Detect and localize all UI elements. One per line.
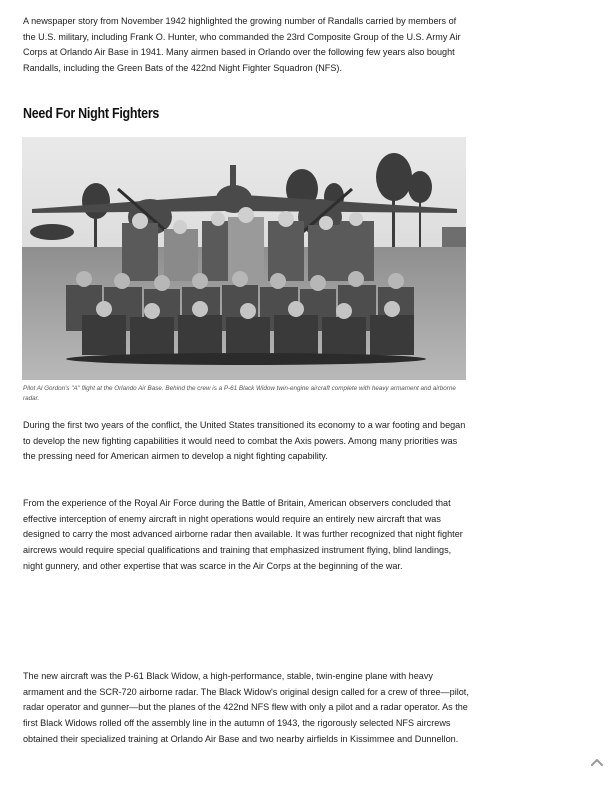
chevron-up-icon bbox=[590, 755, 604, 769]
body-paragraph: From the experience of the Royal Air Force during the Battle of Britain, American observers concluded that effective interception of enemy aircraft in night operations would require an entirely new aircraft that was designed to carry the most advanced airborne radar then available. It was further recognized that night fighter aircrews would require special qualifications and training that emphasized instrument flying, blind landings, night gunnery, and other expertise that was scarce in the Air Corps at the beginning of the war. bbox=[23, 498, 463, 571]
body-paragraph: During the first two years of the conflict, the United States transitioned its economy to a war footing and began to develop the new fighting capabilities it would need to combat the Axis powers. Among many priorities was the pressing need for American airmen to develop a night fighting capability. bbox=[23, 420, 466, 462]
photo-caption: Pilot Al Gordon's "A" flight at the Orlando Air Base. Behind the crew is a P-61 Black Widow twin-engine aircraft complete with heavy armament and airborne radar. bbox=[23, 385, 456, 402]
scroll-to-top-button[interactable] bbox=[590, 755, 604, 769]
intro-paragraph: A newspaper story from November 1942 highlighted the growing number of Randalls carried by members of the U.S. military, including Frank O. Hunter, who commanded the 23rd Composite Group of the U.S. Army Air Corps at Orlando Air Base in 1941. Many airmen based in Orlando over the following few years also bought Randalls, including the Green Bats of the 422nd Night Fighter Squadron (NFS). bbox=[23, 16, 461, 74]
body-paragraph: The new aircraft was the P-61 Black Widow, a high-performance, stable, twin-engine plane with heavy armament and the SCR-720 airborne radar. The Black Widow's original design called for a crew of three—pilot, radar operator and gunner—but the planes of the 422nd NFS flew with only a pilot and a radar operator. As the first Black Widows rolled off the assembly line in the autumn of 1943, the rigorously selected NFS aircrews obtained their specialized training at Orlando Air Base and two nearby airfields in Kissimmee and Dunnellon. bbox=[23, 671, 469, 744]
section-heading: Need For Night Fighters bbox=[23, 106, 160, 122]
crew-photo bbox=[22, 137, 466, 380]
